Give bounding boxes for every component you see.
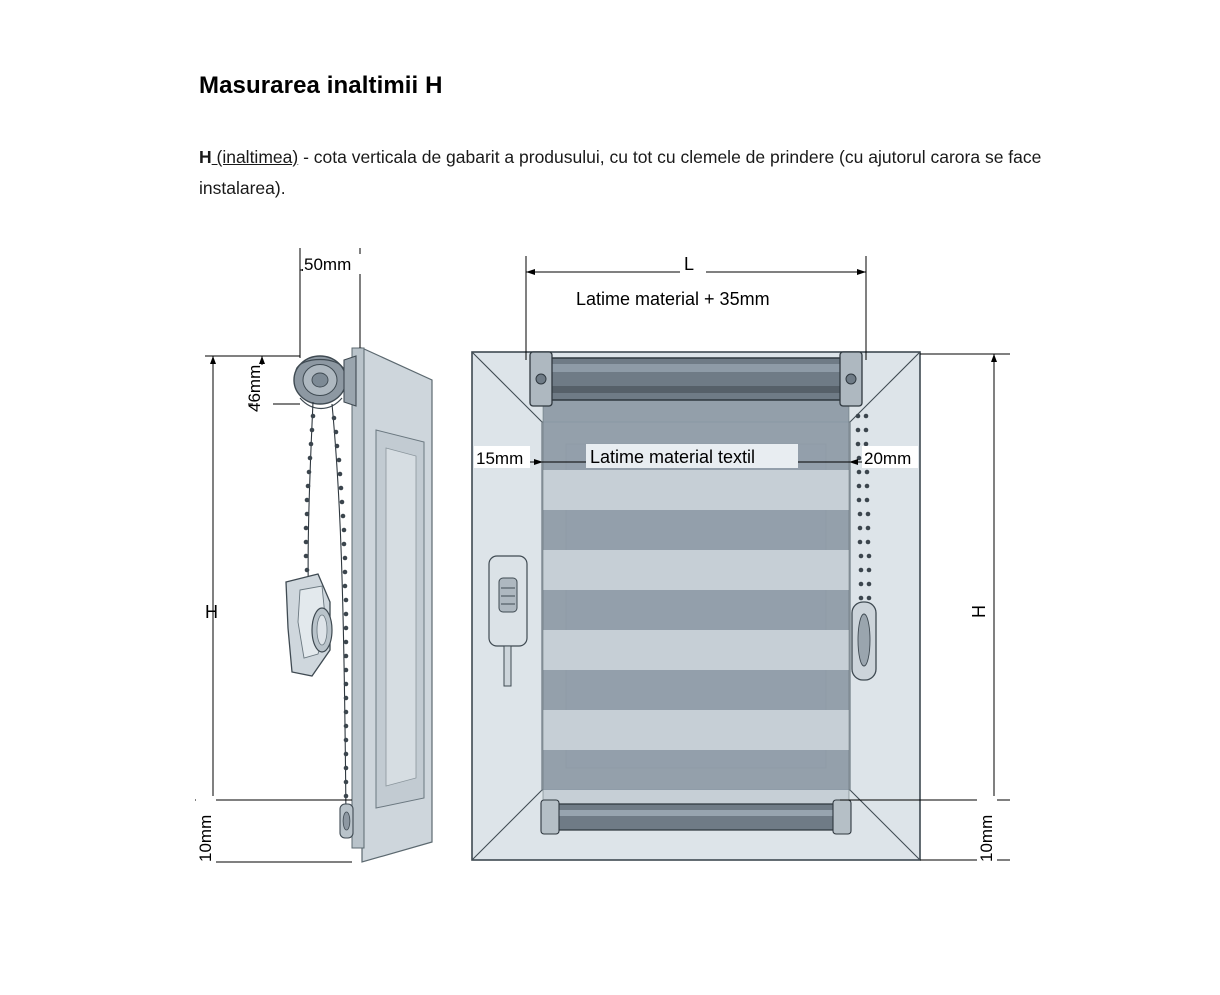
front-chain-tensioner [852,602,876,680]
front-top-tube [530,352,862,406]
label-fabric-width: Latime material textil [590,447,756,467]
paragraph-lead-underline: (inaltimea) [211,147,299,167]
label-46mm: 46mm [245,364,264,412]
side-window-glass [386,448,416,786]
label-L: L [684,254,695,274]
paragraph-lead-bold: H [199,147,212,167]
side-view-group [286,348,432,862]
measurement-diagram [0,230,1220,930]
label-15mm: 15mm [476,449,524,468]
label-front-H: H [969,605,989,618]
label-side-10mm: 10mm [196,814,215,862]
side-mounting-rail [352,348,364,848]
side-window-handle [286,574,332,676]
side-chain-tensioner [340,804,353,838]
diagram-svg [0,230,1220,930]
label-side-H: H [205,602,218,622]
page-title: Masurarea inaltimii H [199,72,443,99]
label-front-10mm: 10mm [977,814,996,862]
side-cassette [294,356,356,409]
front-view-group [472,352,920,860]
page-paragraph [199,142,1089,204]
label-50mm: 50mm [304,255,352,274]
side-view-dimensions [195,248,360,862]
label-20mm: 20mm [864,449,912,468]
front-bottom-bar [541,800,851,834]
paragraph-rest: - cota verticala de gabarit a produsului, cu tot cu clemele de prindere (cu ajutorul carora se face instalarea). [199,147,1042,198]
label-width-formula: Latime material + 35mm [576,289,770,309]
